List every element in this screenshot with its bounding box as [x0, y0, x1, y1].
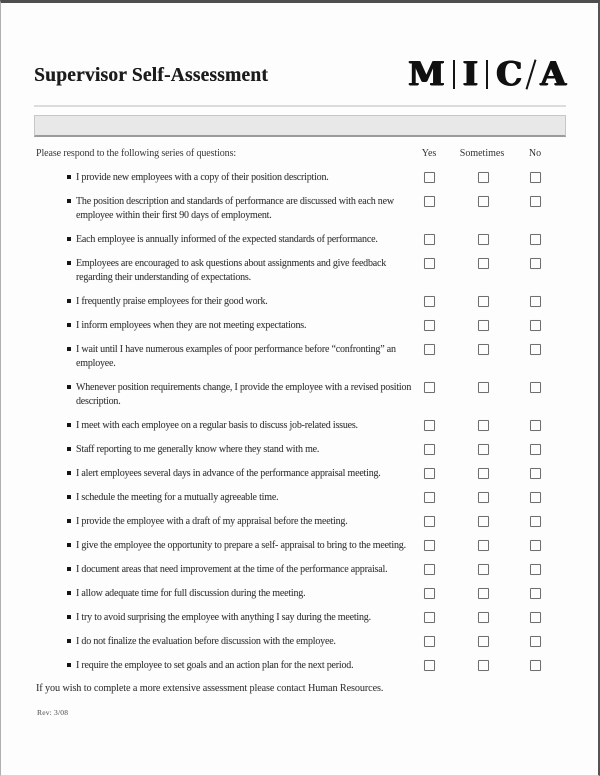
bullet-icon [67, 591, 71, 595]
question-text: I allow adequate time for full discussion during the meeting. [76, 588, 306, 599]
checkbox-sometimes[interactable] [478, 172, 489, 183]
question-row [34, 635, 574, 649]
checkbox-yes[interactable] [424, 296, 435, 307]
checkbox-no[interactable] [530, 344, 541, 355]
question-text: I alert employees several days in advance of the performance appraisal meeting. [76, 468, 381, 479]
checkbox-yes[interactable] [424, 660, 435, 671]
checkbox-sometimes[interactable] [478, 468, 489, 479]
question-row [34, 443, 574, 457]
checkbox-no[interactable] [530, 636, 541, 647]
checkbox-no[interactable] [530, 196, 541, 207]
logo-letter-a: A [540, 54, 566, 93]
checkbox-sometimes[interactable] [478, 320, 489, 331]
checkbox-sometimes[interactable] [478, 660, 489, 671]
header-rule [34, 105, 566, 107]
checkbox-yes[interactable] [424, 468, 435, 479]
page-title: Supervisor Self-Assessment [34, 65, 268, 86]
checkbox-yes[interactable] [424, 540, 435, 551]
checkbox-sometimes[interactable] [478, 588, 489, 599]
checkbox-no[interactable] [530, 468, 541, 479]
column-header-sometimes: Sometimes [459, 148, 505, 159]
question-row [34, 233, 574, 247]
bullet-icon [67, 299, 71, 303]
question-row [34, 539, 574, 553]
checkbox-yes[interactable] [424, 234, 435, 245]
question-text: Each employee is annually informed of the expected standards of performance. [76, 234, 378, 245]
bullet-icon [67, 237, 71, 241]
checkbox-yes[interactable] [424, 344, 435, 355]
logo-divider-slash-icon [526, 59, 537, 89]
question-row [34, 195, 574, 223]
bullet-icon [67, 323, 71, 327]
question-row [34, 419, 574, 433]
checkbox-no[interactable] [530, 296, 541, 307]
checkbox-no[interactable] [530, 382, 541, 393]
checkbox-sometimes[interactable] [478, 344, 489, 355]
bullet-icon [67, 495, 71, 499]
checkbox-sometimes[interactable] [478, 492, 489, 503]
checkbox-yes[interactable] [424, 382, 435, 393]
checkbox-sometimes[interactable] [478, 420, 489, 431]
checkbox-no[interactable] [530, 420, 541, 431]
bullet-icon [67, 567, 71, 571]
question-row [34, 381, 574, 409]
checkbox-no[interactable] [530, 660, 541, 671]
checkbox-yes[interactable] [424, 196, 435, 207]
question-text: I give the employee the opportunity to prepare a self- appraisal to bring to the meeting. [76, 540, 406, 551]
logo-divider-bar-icon [486, 60, 488, 89]
question-text: I try to avoid surprising the employee with anything I say during the meeting. [76, 612, 371, 623]
question-row [34, 343, 574, 371]
bullet-icon [67, 261, 71, 265]
checkbox-sometimes[interactable] [478, 444, 489, 455]
question-row [34, 491, 574, 505]
question-text: I inform employees when they are not meeting expectations. [76, 320, 307, 331]
question-row [34, 257, 574, 285]
checkbox-no[interactable] [530, 540, 541, 551]
column-header-yes: Yes [421, 148, 437, 159]
checkbox-sometimes[interactable] [478, 516, 489, 527]
bullet-icon [67, 519, 71, 523]
question-text: I wait until I have numerous examples of poor performance before “confronting” an employee. [76, 344, 396, 369]
bullet-icon [67, 639, 71, 643]
question-row [34, 563, 574, 577]
checkbox-yes[interactable] [424, 636, 435, 647]
column-header-no: No [528, 148, 542, 159]
question-text: I provide the employee with a draft of my appraisal before the meeting. [76, 516, 348, 527]
logo-letter-m: M [408, 54, 445, 93]
question-row [34, 611, 574, 625]
checkbox-sometimes[interactable] [478, 382, 489, 393]
question-list-wrapper [34, 171, 574, 717]
logo-letter-c: C [496, 54, 523, 93]
bullet-icon [67, 663, 71, 667]
question-row [34, 515, 574, 529]
checkbox-yes[interactable] [424, 444, 435, 455]
bullet-icon [67, 543, 71, 547]
checkbox-sometimes[interactable] [478, 258, 489, 269]
checkbox-yes[interactable] [424, 564, 435, 575]
question-row [34, 587, 574, 601]
bullet-icon [67, 471, 71, 475]
question-text: I frequently praise employees for their good work. [76, 296, 268, 307]
checkbox-yes[interactable] [424, 492, 435, 503]
checkbox-no[interactable] [530, 258, 541, 269]
intro-row [34, 148, 574, 164]
question-list [34, 171, 574, 673]
bullet-icon [67, 385, 71, 389]
question-text: I document areas that need improvement at the time of the performance appraisal. [76, 564, 388, 575]
checkbox-no[interactable] [530, 492, 541, 503]
bullet-icon [67, 447, 71, 451]
checkbox-no[interactable] [530, 444, 541, 455]
intro-text: Please respond to the following series of questions: [36, 148, 237, 159]
checkbox-no[interactable] [530, 234, 541, 245]
question-row [34, 467, 574, 481]
question-row [34, 319, 574, 333]
bullet-icon [67, 347, 71, 351]
checkbox-yes[interactable] [424, 420, 435, 431]
question-row [34, 659, 574, 673]
logo-letter-i: I [462, 54, 479, 93]
checkbox-no[interactable] [530, 516, 541, 527]
bullet-icon [67, 615, 71, 619]
checkbox-yes[interactable] [424, 516, 435, 527]
header-gray-band [34, 115, 566, 137]
question-text: I require the employee to set goals and an action plan for the next period. [76, 660, 354, 671]
bullet-icon [67, 423, 71, 427]
question-text: I do not finalize the evaluation before discussion with the employee. [76, 636, 336, 647]
checkbox-no[interactable] [530, 320, 541, 331]
checkbox-sometimes[interactable] [478, 234, 489, 245]
question-text: I schedule the meeting for a mutually agreeable time. [76, 492, 279, 503]
question-text: Whenever position requirements change, I provide the employee with a revised position description. [76, 382, 412, 407]
checkbox-yes[interactable] [424, 172, 435, 183]
checkbox-sometimes[interactable] [478, 612, 489, 623]
question-text: I provide new employees with a copy of their position description. [76, 172, 329, 183]
checkbox-no[interactable] [530, 172, 541, 183]
checkbox-yes[interactable] [424, 612, 435, 623]
question-text: Staff reporting to me generally know where they stand with me. [76, 444, 320, 455]
checkbox-no[interactable] [530, 564, 541, 575]
revision-label: Rev: 3/08 [37, 708, 69, 717]
question-text: The position description and standards of performance are discussed with each new employee within their first 90 days of employment. [76, 196, 394, 221]
checkbox-yes[interactable] [424, 588, 435, 599]
checkbox-no[interactable] [530, 612, 541, 623]
checkbox-no[interactable] [530, 588, 541, 599]
checkbox-sometimes[interactable] [478, 296, 489, 307]
checkbox-yes[interactable] [424, 320, 435, 331]
checkbox-sometimes[interactable] [478, 196, 489, 207]
checkbox-yes[interactable] [424, 258, 435, 269]
footer-note: If you wish to complete a more extensive assessment please contact Human Resources. [36, 683, 384, 694]
bullet-icon [67, 175, 71, 179]
logo-divider-bar-icon [453, 60, 455, 89]
mica-logo [408, 54, 566, 93]
question-row [34, 171, 574, 185]
checkbox-sometimes[interactable] [478, 564, 489, 575]
question-text: I meet with each employee on a regular basis to discuss job-related issues. [76, 420, 358, 431]
document-header [34, 55, 566, 91]
question-row [34, 295, 574, 309]
bullet-icon [67, 199, 71, 203]
question-text: Employees are encouraged to ask questions about assignments and give feedback regarding their understanding of expectations. [76, 258, 387, 283]
checkbox-sometimes[interactable] [478, 636, 489, 647]
checkbox-sometimes[interactable] [478, 540, 489, 551]
